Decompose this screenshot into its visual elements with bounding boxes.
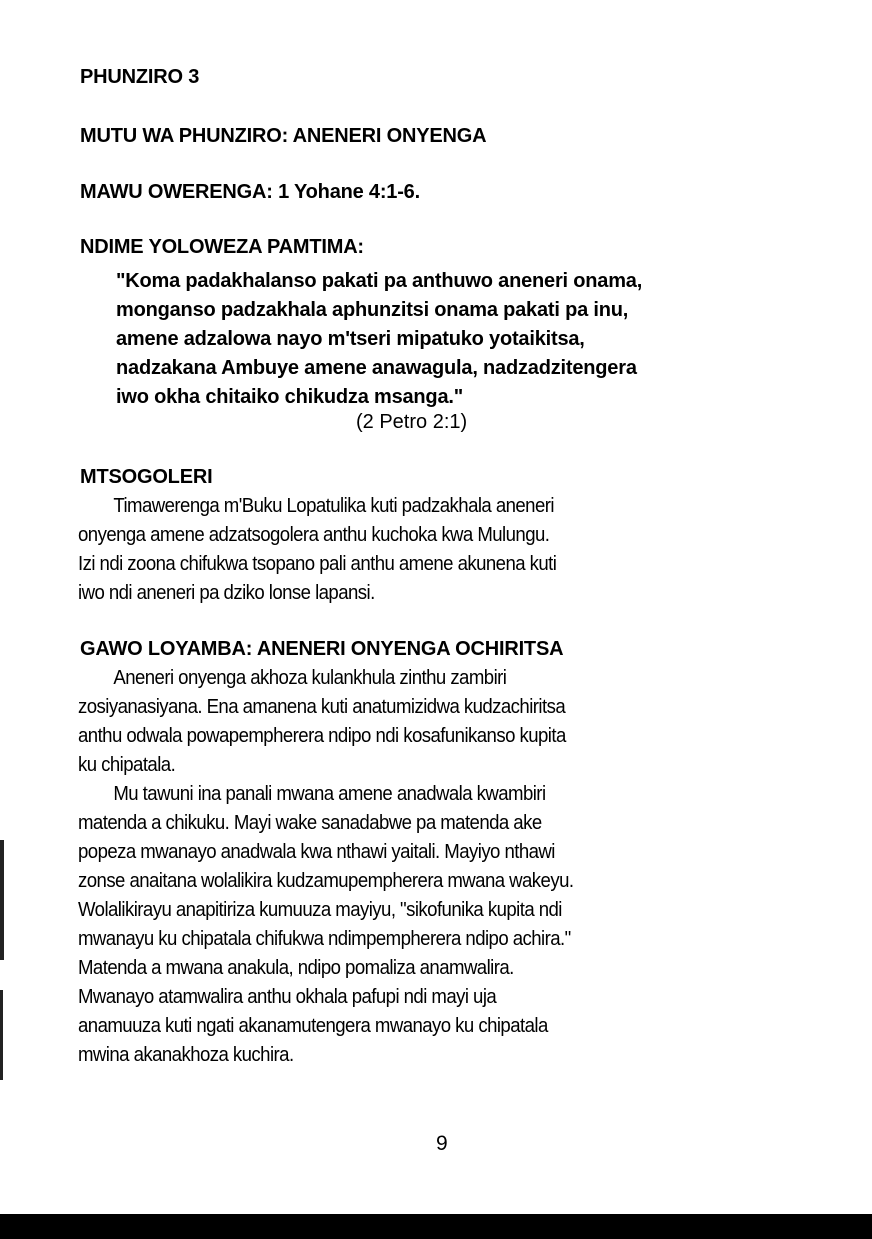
- memory-verse: [78, 267, 818, 412]
- memory-verse-reference: (2 Petro 2:1): [356, 411, 468, 433]
- text-line: iwo ndi aneneri pa dziko lonse lapansi.: [78, 582, 375, 604]
- scan-edge-mark: [0, 840, 4, 960]
- text-line: mwanayu ku chipatala chifukwa ndimpempherera ndipo achira.": [78, 928, 571, 950]
- memory-line: monganso padzakhala aphunzitsi onama pakati pa inu,: [116, 299, 629, 321]
- lesson-subject: MUTU WA PHUNZIRO: ANENERI ONYENGA: [80, 125, 487, 147]
- part1-paragraph-2: [78, 780, 818, 1070]
- lesson-title: PHUNZIRO 3: [80, 66, 200, 88]
- text-line: Timawerenga m'Buku Lopatulika kuti padzakhala aneneri: [113, 495, 554, 517]
- intro-heading: MTSOGOLERI: [80, 466, 213, 488]
- part1-heading: GAWO LOYAMBA: ANENERI ONYENGA OCHIRITSA: [80, 638, 564, 660]
- intro-paragraph: [78, 492, 818, 608]
- text-line: zonse anaitana wolalikira kudzamupempherera mwana wakeyu.: [78, 870, 574, 892]
- text-line: ku chipatala.: [78, 754, 176, 776]
- text-line: zosiyanasiyana. Ena amanena kuti anatumizidwa kudzachiritsa: [78, 696, 566, 718]
- text-line: anamuuza kuti ngati akanamutengera mwanayo ku chipatala: [78, 1015, 548, 1037]
- text-line: Mu tawuni ina panali mwana amene anadwala kwambiri: [113, 783, 546, 805]
- text-line: Izi ndi zoona chifukwa tsopano pali anthu amene akunena kuti: [78, 553, 557, 575]
- scan-edge-mark: [0, 990, 3, 1080]
- memory-line: iwo okha chitaiko chikudza msanga.": [116, 386, 464, 408]
- text-line: Mwanayo atamwalira anthu okhala pafupi ndi mayi uja: [78, 986, 497, 1008]
- text-line: anthu odwala powapempherera ndipo ndi kosafunikanso kupita: [78, 725, 566, 747]
- text-line: matenda a chikuku. Mayi wake sanadabwe pa matenda ake: [78, 812, 542, 834]
- reading-reference: MAWU OWERENGA: 1 Yohane 4:1-6.: [80, 181, 420, 203]
- memory-verse-heading: NDIME YOLOWEZA PAMTIMA:: [80, 236, 364, 258]
- part1-paragraph-1: [78, 664, 818, 780]
- scan-bottom-border: [0, 1214, 872, 1239]
- memory-line: "Koma padakhalanso pakati pa anthuwo aneneri onama,: [116, 270, 643, 292]
- memory-line: amene adzalowa nayo m'tseri mipatuko yotaikitsa,: [116, 328, 585, 350]
- text-line: Aneneri onyenga akhoza kulankhula zinthu zambiri: [113, 667, 507, 689]
- memory-line: nadzakana Ambuye amene anawagula, nadzadzitengera: [116, 357, 637, 379]
- text-line: mwina akanakhoza kuchira.: [78, 1044, 294, 1066]
- text-line: popeza mwanayo anadwala kwa nthawi yaitali. Mayiyo nthawi: [78, 841, 555, 863]
- text-line: onyenga amene adzatsogolera anthu kuchoka kwa Mulungu.: [78, 524, 550, 546]
- text-line: Wolalikirayu anapitiriza kumuuza mayiyu, "sikofunika kupita ndi: [78, 899, 562, 921]
- text-line: Matenda a mwana anakula, ndipo pomaliza anamwalira.: [78, 957, 514, 979]
- page-number: 9: [436, 1132, 448, 1155]
